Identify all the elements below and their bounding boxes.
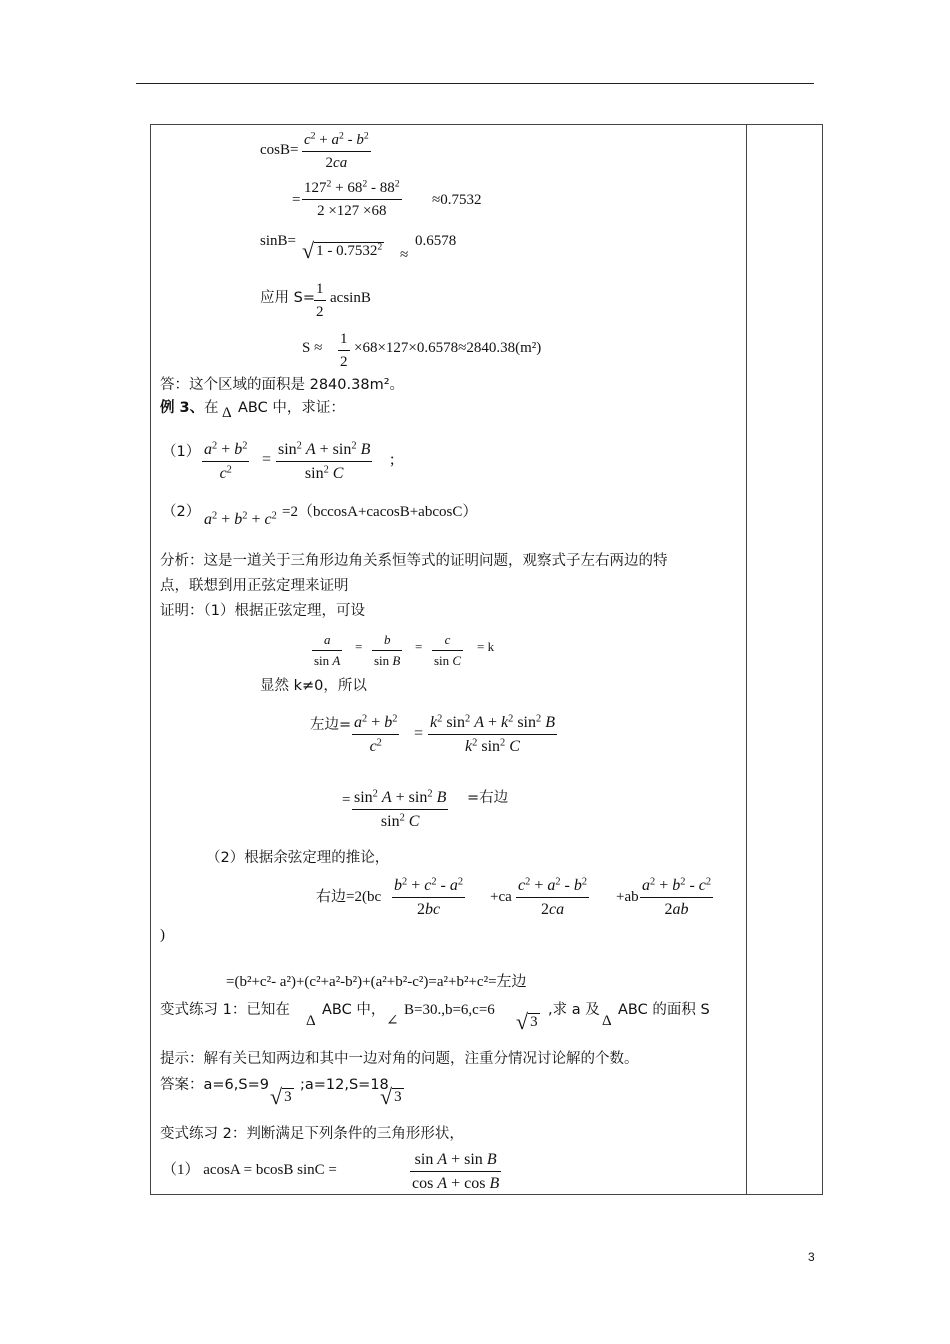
eq1-prefix: = (292, 192, 301, 208)
close-paren: ) (160, 927, 165, 943)
s-fraction: 1 2 (340, 331, 348, 370)
proof-eq-b: = (415, 639, 423, 654)
radical-icon: √ (516, 1009, 529, 1034)
proof-frac-c: c sin C (434, 632, 462, 668)
plus-ca: +ca (490, 889, 512, 905)
example3-text-post: ABC 中，求证： (238, 400, 345, 416)
apply-prefix: 应用 S= (260, 290, 315, 306)
eq1-denominator: 2 ×127 ×68 (317, 203, 387, 219)
variant1-text5: ABC 的面积 S (618, 1002, 710, 1018)
eq2-prefix: = (342, 792, 351, 808)
variant2-title: 变式练习 2：判断满足下列条件的三角形形状， (160, 1126, 464, 1142)
radical-icon: √ (380, 1084, 393, 1109)
answer-sqrt-a: √ 3 (270, 1084, 292, 1109)
answer-sqrt-b: √ 3 (380, 1084, 402, 1109)
analysis-line2: 点，联想到用正弦定理来证明 (160, 578, 349, 594)
sinb-approx: ≈ (400, 247, 409, 263)
p2-rhs: =2（bccosA+cacosB+abcosC） (282, 504, 478, 520)
p2-intro: （2）根据余弦定理的推论， (206, 850, 390, 866)
p1-equals: = (262, 451, 272, 468)
example3-text-pre: 在 (204, 400, 219, 416)
sinb-sqrt (302, 238, 384, 264)
right-label: 右边=2(bc (316, 889, 382, 905)
left-fraction: $a^2 + b^2$ $c^2$ (354, 713, 398, 756)
left-equals: = (414, 725, 424, 742)
final-line: =(b²+c²- a²)+(c²+a²-b²)+(a²+b²-c²)=a²+b²+c²=左边 (226, 974, 527, 990)
eq2-fraction: $\sin^2 A + \sin^2 B$ $\sin^2 C$ (354, 788, 447, 831)
p1-lhs-fraction: $a^2 + b^2$ $c^2$ (204, 440, 248, 483)
sinb-result: 0.6578 (415, 233, 457, 249)
variant1-answer-part1: 答案：a=6,S=9 (160, 1077, 269, 1093)
plus-ab: +ab (616, 889, 639, 905)
cosb-denominator: 2ca (325, 155, 348, 171)
r3-fraction: $a^2 + b^2 - c^2$ 2ab (642, 876, 712, 919)
p1-end: ; (390, 451, 395, 468)
proof-frac-b: b sin B (374, 632, 401, 668)
header-rule (136, 83, 814, 84)
variant1-text2: ABC 中， (322, 1002, 386, 1018)
r2-fraction: $c^2 + a^2 - b^2$ 2ca (518, 876, 588, 919)
proof-frac-a: a sin A (314, 632, 341, 668)
angle-icon: ∠ (386, 1013, 399, 1029)
variant1-answer-part2: ;a=12,S=18 (300, 1077, 389, 1093)
triangle-icon: Δ (602, 1013, 612, 1029)
sinb-radicand: 1 - 0.7532$^2$ (316, 241, 383, 259)
sinb-label: sinB= (260, 233, 296, 249)
answer-text: 答：这个区域的面积是 2840.38m²。 (160, 377, 405, 393)
s-suffix: ×68×127×0.6578≈2840.38(m²) (354, 340, 542, 356)
triangle-icon: Δ (306, 1013, 316, 1029)
s-prefix: S ≈ (302, 340, 323, 356)
eq1-numerator: $127^2 + 68^2 - 88^2$ (304, 178, 400, 196)
cosb-numerator: $c^2 + a^2 - b^2$ (304, 130, 369, 148)
variant1-text4: ,求 a 及 (548, 1002, 600, 1018)
proof-intro: 证明：（1）根据正弦定理，可设 (160, 603, 365, 619)
p1-rhs-fraction: $\sin^2 A + \sin^2 B$ $\sin^2 C$ (278, 440, 371, 483)
proof-eq-a: = (355, 639, 363, 654)
triangle-icon: Δ (222, 405, 232, 421)
eq2-suffix: =右边 (467, 790, 509, 806)
p2-label: （2） (162, 504, 201, 520)
example3-label: 例 3、 (160, 400, 205, 416)
variant1-sqrt3: √ 3 (516, 1009, 538, 1034)
radical-icon: √ (270, 1084, 283, 1109)
eq1-result: ≈0.7532 (432, 192, 482, 208)
cosb-fraction (302, 131, 371, 172)
radical-icon: √ (302, 238, 315, 263)
analysis-line1: 分析：这是一道关于三角形边角关系恒等式的证明问题，观察式子左右两边的特 (160, 553, 668, 569)
table-column-divider (746, 124, 747, 1195)
r1-fraction: $b^2 + c^2 - a^2$ 2bc (394, 876, 464, 919)
proof-eq-k: = k (477, 639, 495, 654)
left2-fraction: $k^2$ $\sin^2 A + k^2$ $\sin^2 B$ $k^2$ $\sin^2 C$ (430, 713, 555, 756)
page-number: 3 (808, 1250, 815, 1264)
variant2-item1: （1） acosA = bcosB sinC = (162, 1162, 337, 1178)
eq1-fraction (302, 179, 402, 220)
p2-terms: $a^2 + b^2 + c^2$ (204, 510, 277, 528)
left-label: 左边= (310, 717, 352, 733)
variant1-text3: B=30.,b=6,c=6 (404, 1002, 495, 1018)
variant2-fraction: sin A + sin B cos A + cos B (412, 1151, 500, 1193)
apply-fraction: 1 2 (316, 281, 324, 320)
cosb-label: cosB= (260, 142, 299, 158)
variant1-text1: 变式练习 1：已知在 (160, 1002, 290, 1018)
apply-suffix: acsinB (330, 290, 371, 306)
table-frame (150, 124, 823, 1195)
p1-label: （1） (162, 444, 201, 460)
proof-obvious: 显然 k≠0，所以 (260, 678, 367, 694)
variant1-hint: 提示：解有关已知两边和其中一边对角的问题，注重分情况讨论解的个数。 (160, 1051, 639, 1067)
